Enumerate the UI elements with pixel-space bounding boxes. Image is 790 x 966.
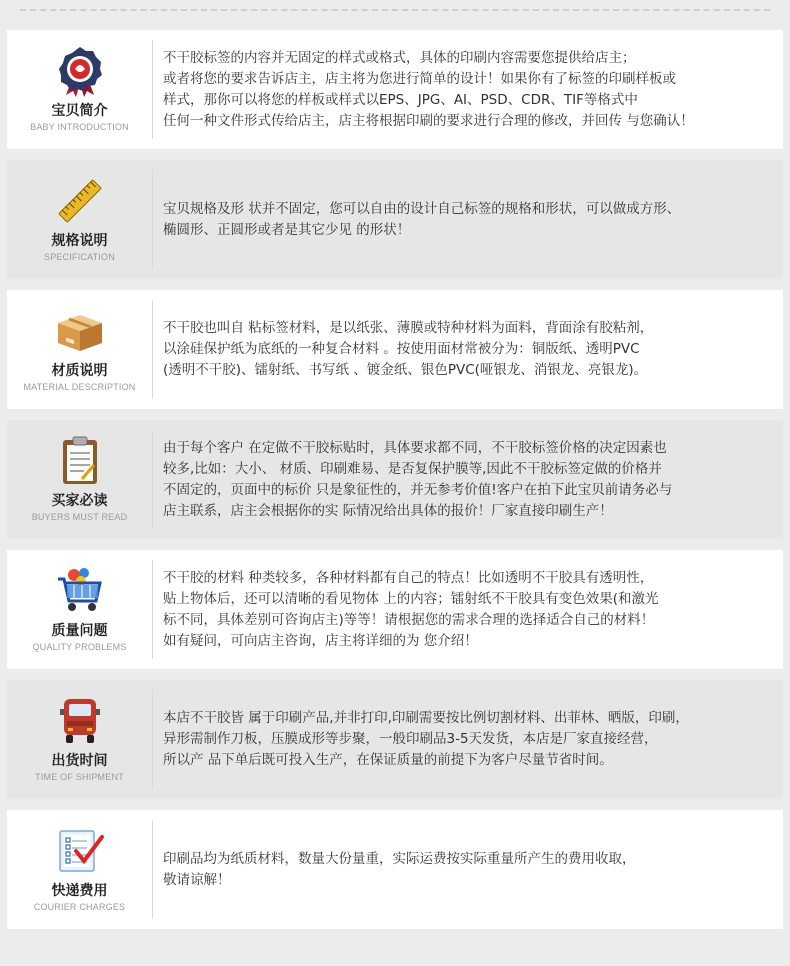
section-courier-charges: [7, 810, 783, 929]
section-quality-problems: [7, 550, 783, 669]
section-header: [7, 810, 152, 929]
truck-icon: [54, 695, 106, 747]
section-header: [7, 30, 152, 149]
section-subtitle: BUYERS MUST READ: [31, 512, 128, 522]
section-title: 质量问题: [51, 623, 108, 639]
section-title: 买家必读: [51, 493, 108, 509]
section-specification: [7, 160, 783, 279]
section-header: [7, 680, 152, 799]
section-subtitle: SPECIFICATION: [44, 252, 115, 262]
clipboard-icon: [54, 435, 106, 487]
top-dashed-divider: [20, 9, 770, 11]
checklist-icon: [54, 825, 106, 877]
section-title: 出货时间: [51, 753, 108, 769]
section-text: 印刷品均为纸质材料，数量大份量重，实际运费按实际重量所产生的费用收取， 敬请谅解！: [163, 850, 636, 888]
section-text: 由于每个客户 在定做不干胶标贴时，具体要求都不同，不干胶标签价格的决定因素也 较多,比如：大小、 材质、印刷难易、是否复保护膜等,因此不干胶标签定做的价格并 不固定的，页面中的标价 只是象征性的，并无参考价值!客户在拍下此宝贝前请务必与 店主联系，店主会根据你的实 际情况给出具体的报价！厂家直接印刷生产！: [163, 439, 673, 519]
section-subtitle: MATERIAL DESCRIPTION: [23, 382, 136, 392]
section-subtitle: COURIER CHARGES: [33, 902, 126, 912]
section-title: 规格说明: [51, 233, 108, 249]
box-icon: [54, 305, 106, 357]
section-header: [7, 550, 152, 669]
section-text: 本店不干胶皆 属于印刷产品,并非打印,印刷需要按比例切割材料、出菲林、晒版，印刷， 异形需制作刀板，压膜成形等步聚，一般印刷品3-5天发货，本店是厂家直接经营， 所以产 品下单后既可投入生产，在保证质量的前提下为客户尽量节省时间。: [163, 710, 689, 768]
medal-badge-icon: [54, 45, 106, 97]
section-subtitle: BABY INTRODUCTION: [30, 122, 129, 132]
section-subtitle: TIME OF SHIPMENT: [35, 772, 124, 782]
section-title: 宝贝简介: [51, 103, 108, 119]
section-baby-introduction: [7, 30, 783, 149]
section-text: 不干胶标签的内容并无固定的样式或格式，具体的印刷内容需要您提供给店主； 或者将您的要求告诉店主，店主将为您进行简单的设计！如果你有了标签的印刷样板或 样式，那你可以将您的样板或样式以EPS、JPG、AI、PSD、CDR、TIF等格式中 任何一种文件形式传给店主，店主将根据印刷的要求进行合理的修改，并回传 与您确认！: [163, 49, 694, 129]
section-text: 宝贝规格及形 状并不固定，您可以自由的设计自己标签的规格和形状，可以做成方形、 椭圆形、正圆形或者是其它少见 的形状！: [163, 200, 681, 238]
section-title: 快递费用: [51, 883, 108, 899]
section-header: [7, 160, 152, 279]
section-time-of-shipment: [7, 680, 783, 799]
section-header: [7, 420, 152, 539]
section-title: 材质说明: [51, 363, 108, 379]
section-text: 不干胶的材料 种类较多，各种材料都有自己的特点！比如透明不干胶具有透明性， 贴上物体后，还可以清晰的看见物体 上的内容；镭射纸不干胶具有变色效果(和激光 标不同，具体差别可咨询店主)等等！请根据您的需求合理的选择适合自己的材料！ 如有疑问，可向店主咨询，店主将详细的为 您介绍！: [163, 569, 659, 649]
section-header: [7, 290, 152, 409]
section-material-description: [7, 290, 783, 409]
section-buyers-must-read: [7, 420, 783, 539]
section-text: 不干胶也叫自 粘标签材料，是以纸张、薄膜或特种材料为面料，背面涂有胶粘剂， 以涂硅保护纸为底纸的一种复合材料 。按使用面材常被分为：铜版纸、透明PVC (透明不干胶)、镭射纸、书写纸 、镀金纸、银色PVC(哑银龙、消银龙、亮银龙)。: [163, 320, 654, 378]
shopping-cart-icon: [54, 565, 106, 617]
section-subtitle: QUALITY PROBLEMS: [32, 642, 127, 652]
ruler-icon: [54, 175, 106, 227]
